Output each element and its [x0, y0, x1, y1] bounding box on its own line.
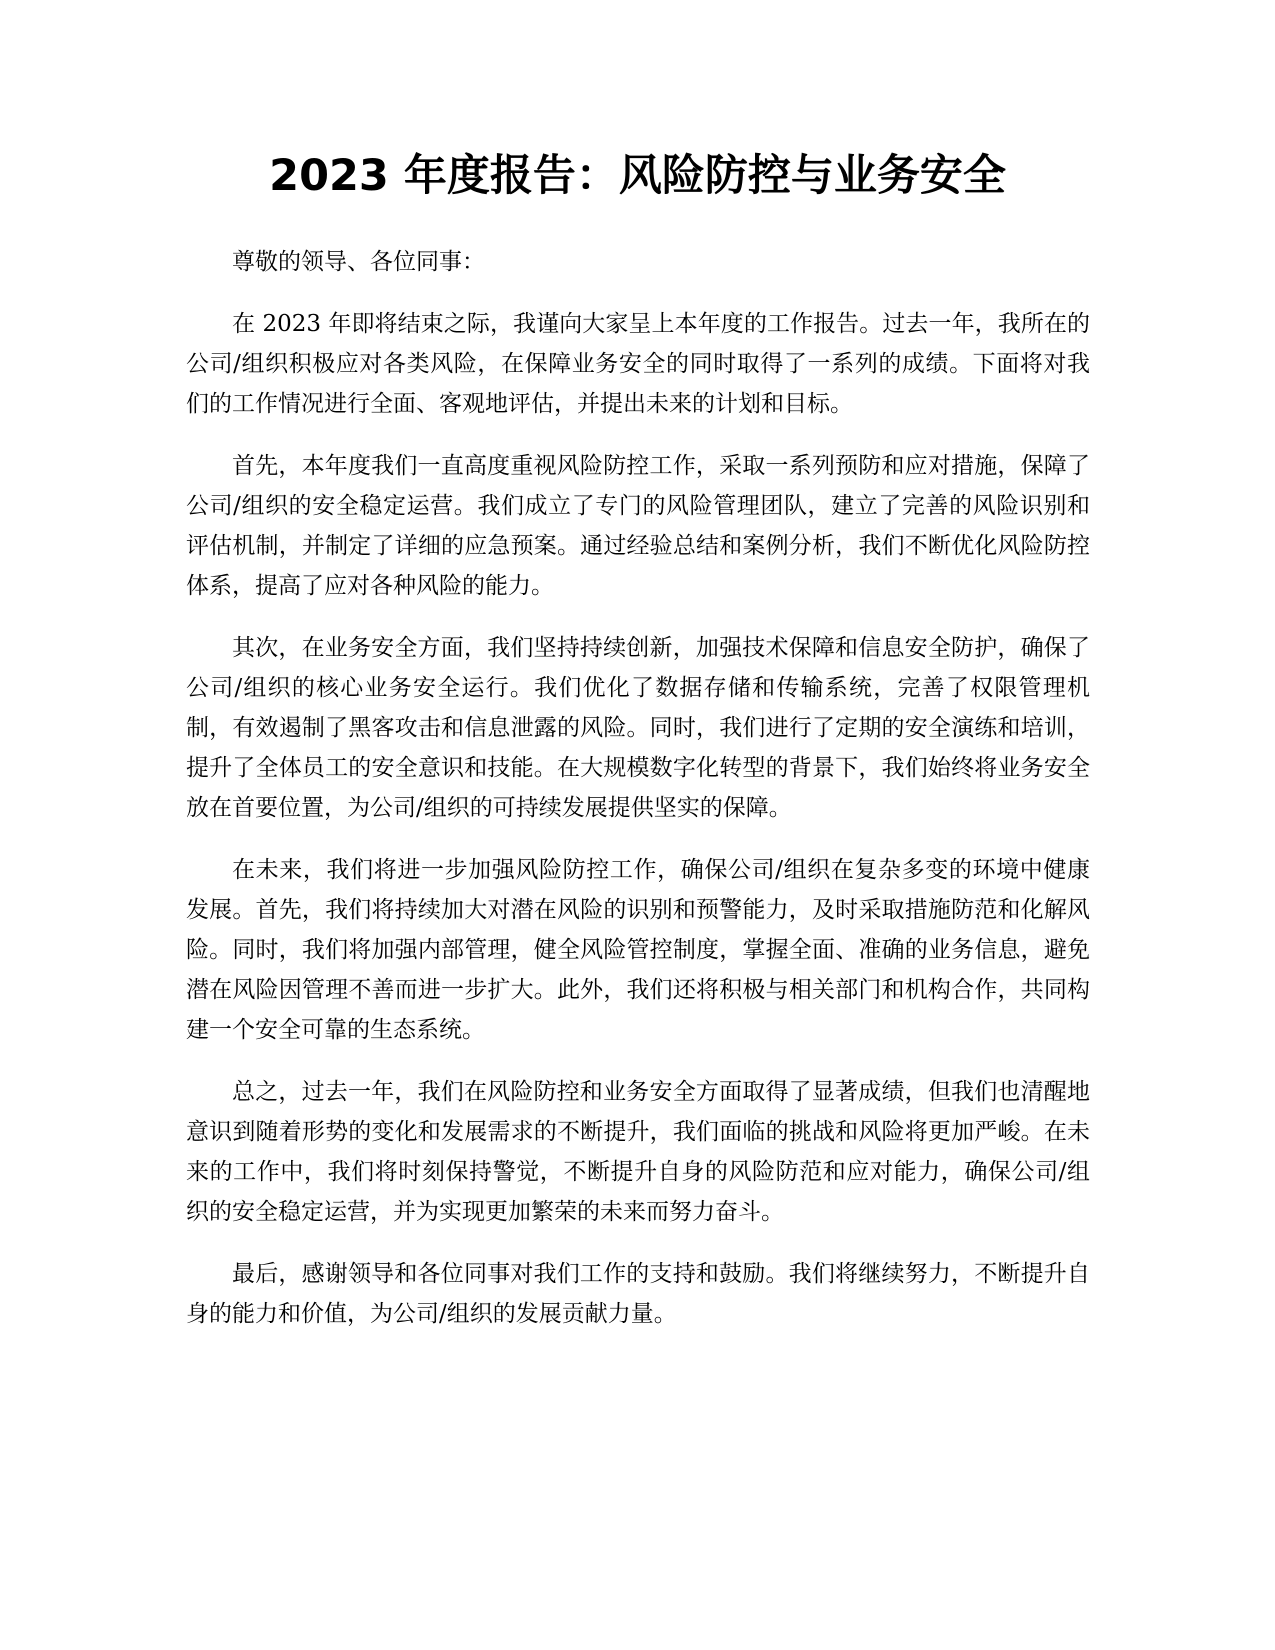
paragraph-risk-control: 首先，本年度我们一直高度重视风险防控工作，采取一系列预防和应对措施，保障了公司/组织的安全稳定运营。我们成立了专门的风险管理团队，建立了完善的风险识别和评估机制，并制定了详细的应急预案。通过经验总结和案例分析，我们不断优化风险防控体系，提高了应对各种风险的能力。 [186, 453, 1090, 599]
document-title: 2023 年度报告：风险防控与业务安全 [269, 151, 1006, 201]
salutation: 尊敬的领导、各位同事： [232, 249, 485, 275]
document-body [186, 242, 1090, 1356]
paragraph-business-security: 其次，在业务安全方面，我们坚持持续创新，加强技术保障和信息安全防护，确保了公司/组织的核心业务安全运行。我们优化了数据存储和传输系统，完善了权限管理机制，有效遏制了黑客攻击和信息泄露的风险。同时，我们进行了定期的安全演练和培训，提升了全体员工的安全意识和技能。在大规模数字化转型的背景下，我们始终将业务安全放在首要位置，为公司/组织的可持续发展提供坚实的保障。 [186, 635, 1090, 821]
paragraph-intro: 在 2023 年即将结束之际，我谨向大家呈上本年度的工作报告。过去一年，我所在的公司/组织积极应对各类风险，在保障业务安全的同时取得了一系列的成绩。下面将对我们的工作情况进行全面、客观地评估，并提出未来的计划和目标。 [186, 311, 1090, 417]
paragraph-summary: 总之，过去一年，我们在风险防控和业务安全方面取得了显著成绩，但我们也清醒地意识到随着形势的变化和发展需求的不断提升，我们面临的挑战和风险将更加严峻。在未来的工作中，我们将时刻保持警觉，不断提升自身的风险防范和应对能力，确保公司/组织的安全稳定运营，并为实现更加繁荣的未来而努力奋斗。 [186, 1079, 1090, 1225]
paragraph-future-plans: 在未来，我们将进一步加强风险防控工作，确保公司/组织在复杂多变的环境中健康发展。首先，我们将持续加大对潜在风险的识别和预警能力，及时采取措施防范和化解风险。同时，我们将加强内部管理，健全风险管控制度，掌握全面、准确的业务信息，避免潜在风险因管理不善而进一步扩大。此外，我们还将积极与相关部门和机构合作，共同构建一个安全可靠的生态系统。 [186, 857, 1090, 1043]
paragraph-closing: 最后，感谢领导和各位同事对我们工作的支持和鼓励。我们将继续努力，不断提升自身的能力和价值，为公司/组织的发展贡献力量。 [186, 1261, 1090, 1327]
